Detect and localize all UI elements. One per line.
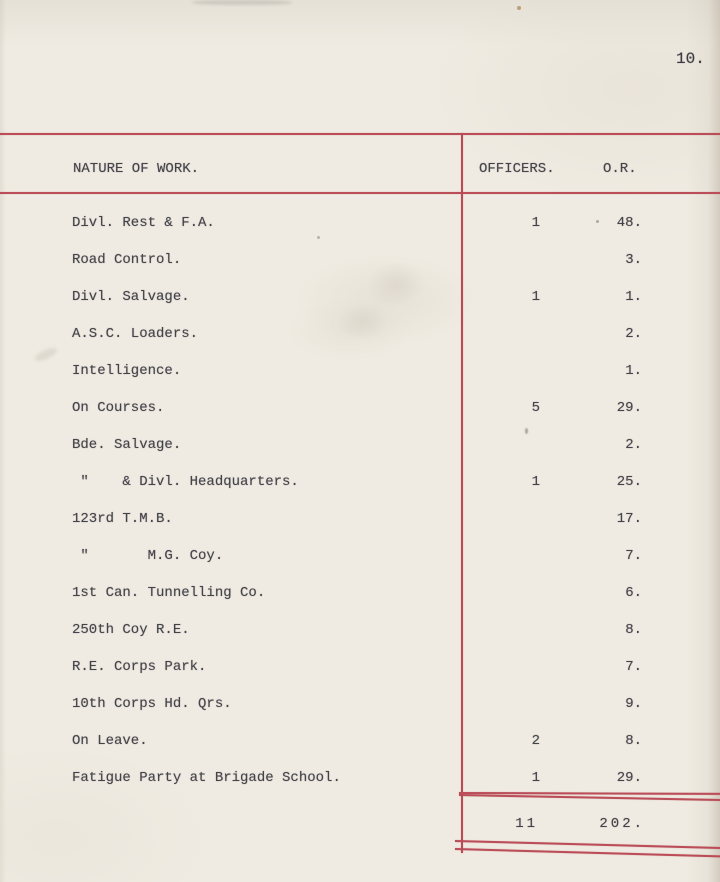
column-header-or: O.R. xyxy=(603,161,637,177)
column-header-officers: OFFICERS. xyxy=(479,161,555,177)
row-label: Road Control. xyxy=(72,251,182,268)
row-label: R.E. Corps Park. xyxy=(72,658,207,675)
row-or-value: 29. xyxy=(616,399,642,416)
column-header-nature-of-work: NATURE OF WORK. xyxy=(73,161,200,177)
table-row xyxy=(0,315,720,352)
table-row xyxy=(0,537,720,574)
table-row xyxy=(0,611,720,648)
row-label: Fatigue Party at Brigade School. xyxy=(72,769,341,786)
row-label: Divl. Rest & F.A. xyxy=(72,214,215,231)
row-or-value: 7. xyxy=(625,658,642,675)
row-or-value: 2. xyxy=(625,436,642,453)
table-row xyxy=(0,759,720,796)
paper-speck xyxy=(517,6,521,10)
row-or-value: 29. xyxy=(616,769,642,786)
row-or-value: 17. xyxy=(616,510,642,527)
row-label: 250th Coy R.E. xyxy=(72,621,190,638)
table-body xyxy=(0,204,720,796)
paper-smudge xyxy=(192,0,292,5)
row-officers-value: 1 xyxy=(531,473,540,490)
row-or-value: 1. xyxy=(625,288,642,305)
table-row xyxy=(0,722,720,759)
row-or-value: 3. xyxy=(625,251,642,268)
row-officers-value: 1 xyxy=(531,769,540,786)
row-label: Intelligence. xyxy=(72,362,182,379)
row-or-value: 25. xyxy=(616,473,642,490)
row-or-value: 6. xyxy=(625,584,642,601)
table-header-bottom-rule xyxy=(0,192,720,194)
row-label: 123rd T.M.B. xyxy=(72,510,173,527)
totals-box-bottom-rule xyxy=(455,840,720,849)
row-label: " & Divl. Headquarters. xyxy=(72,473,299,490)
table-row xyxy=(0,574,720,611)
table-row xyxy=(0,648,720,685)
table-row xyxy=(0,204,720,241)
row-officers-value: 1 xyxy=(531,214,540,231)
row-label: Divl. Salvage. xyxy=(72,288,190,305)
row-label: 1st Can. Tunnelling Co. xyxy=(72,584,266,601)
total-or-value: 202. xyxy=(599,816,645,832)
row-label: " M.G. Coy. xyxy=(72,547,224,564)
row-or-value: 1. xyxy=(625,362,642,379)
row-or-value: 9. xyxy=(625,695,642,712)
row-or-value: 7. xyxy=(625,547,642,564)
row-label: A.S.C. Loaders. xyxy=(72,325,199,342)
row-label: Bde. Salvage. xyxy=(72,436,182,453)
row-label: 10th Corps Hd. Qrs. xyxy=(72,695,232,712)
row-officers-value: 5 xyxy=(531,399,540,416)
row-or-value: 2. xyxy=(625,325,642,342)
table-totals-row xyxy=(0,816,720,836)
row-label: On Leave. xyxy=(72,732,148,749)
row-officers-value: 1 xyxy=(531,288,540,305)
row-officers-value: 2 xyxy=(531,732,540,749)
table-row xyxy=(0,389,720,426)
row-label: On Courses. xyxy=(72,399,165,416)
totals-box-bottom-rule-2 xyxy=(455,848,720,857)
row-or-value: 8. xyxy=(625,732,642,749)
row-or-value: 8. xyxy=(625,621,642,638)
table-row xyxy=(0,426,720,463)
page-number: 10. xyxy=(676,50,705,68)
table-top-rule xyxy=(0,133,720,135)
table-row xyxy=(0,278,720,315)
table-row xyxy=(0,463,720,500)
table-row xyxy=(0,685,720,722)
row-or-value: 48. xyxy=(616,214,642,231)
table-row xyxy=(0,241,720,278)
table-row xyxy=(0,352,720,389)
table-row xyxy=(0,500,720,537)
total-officers-value: 11 xyxy=(515,816,538,832)
